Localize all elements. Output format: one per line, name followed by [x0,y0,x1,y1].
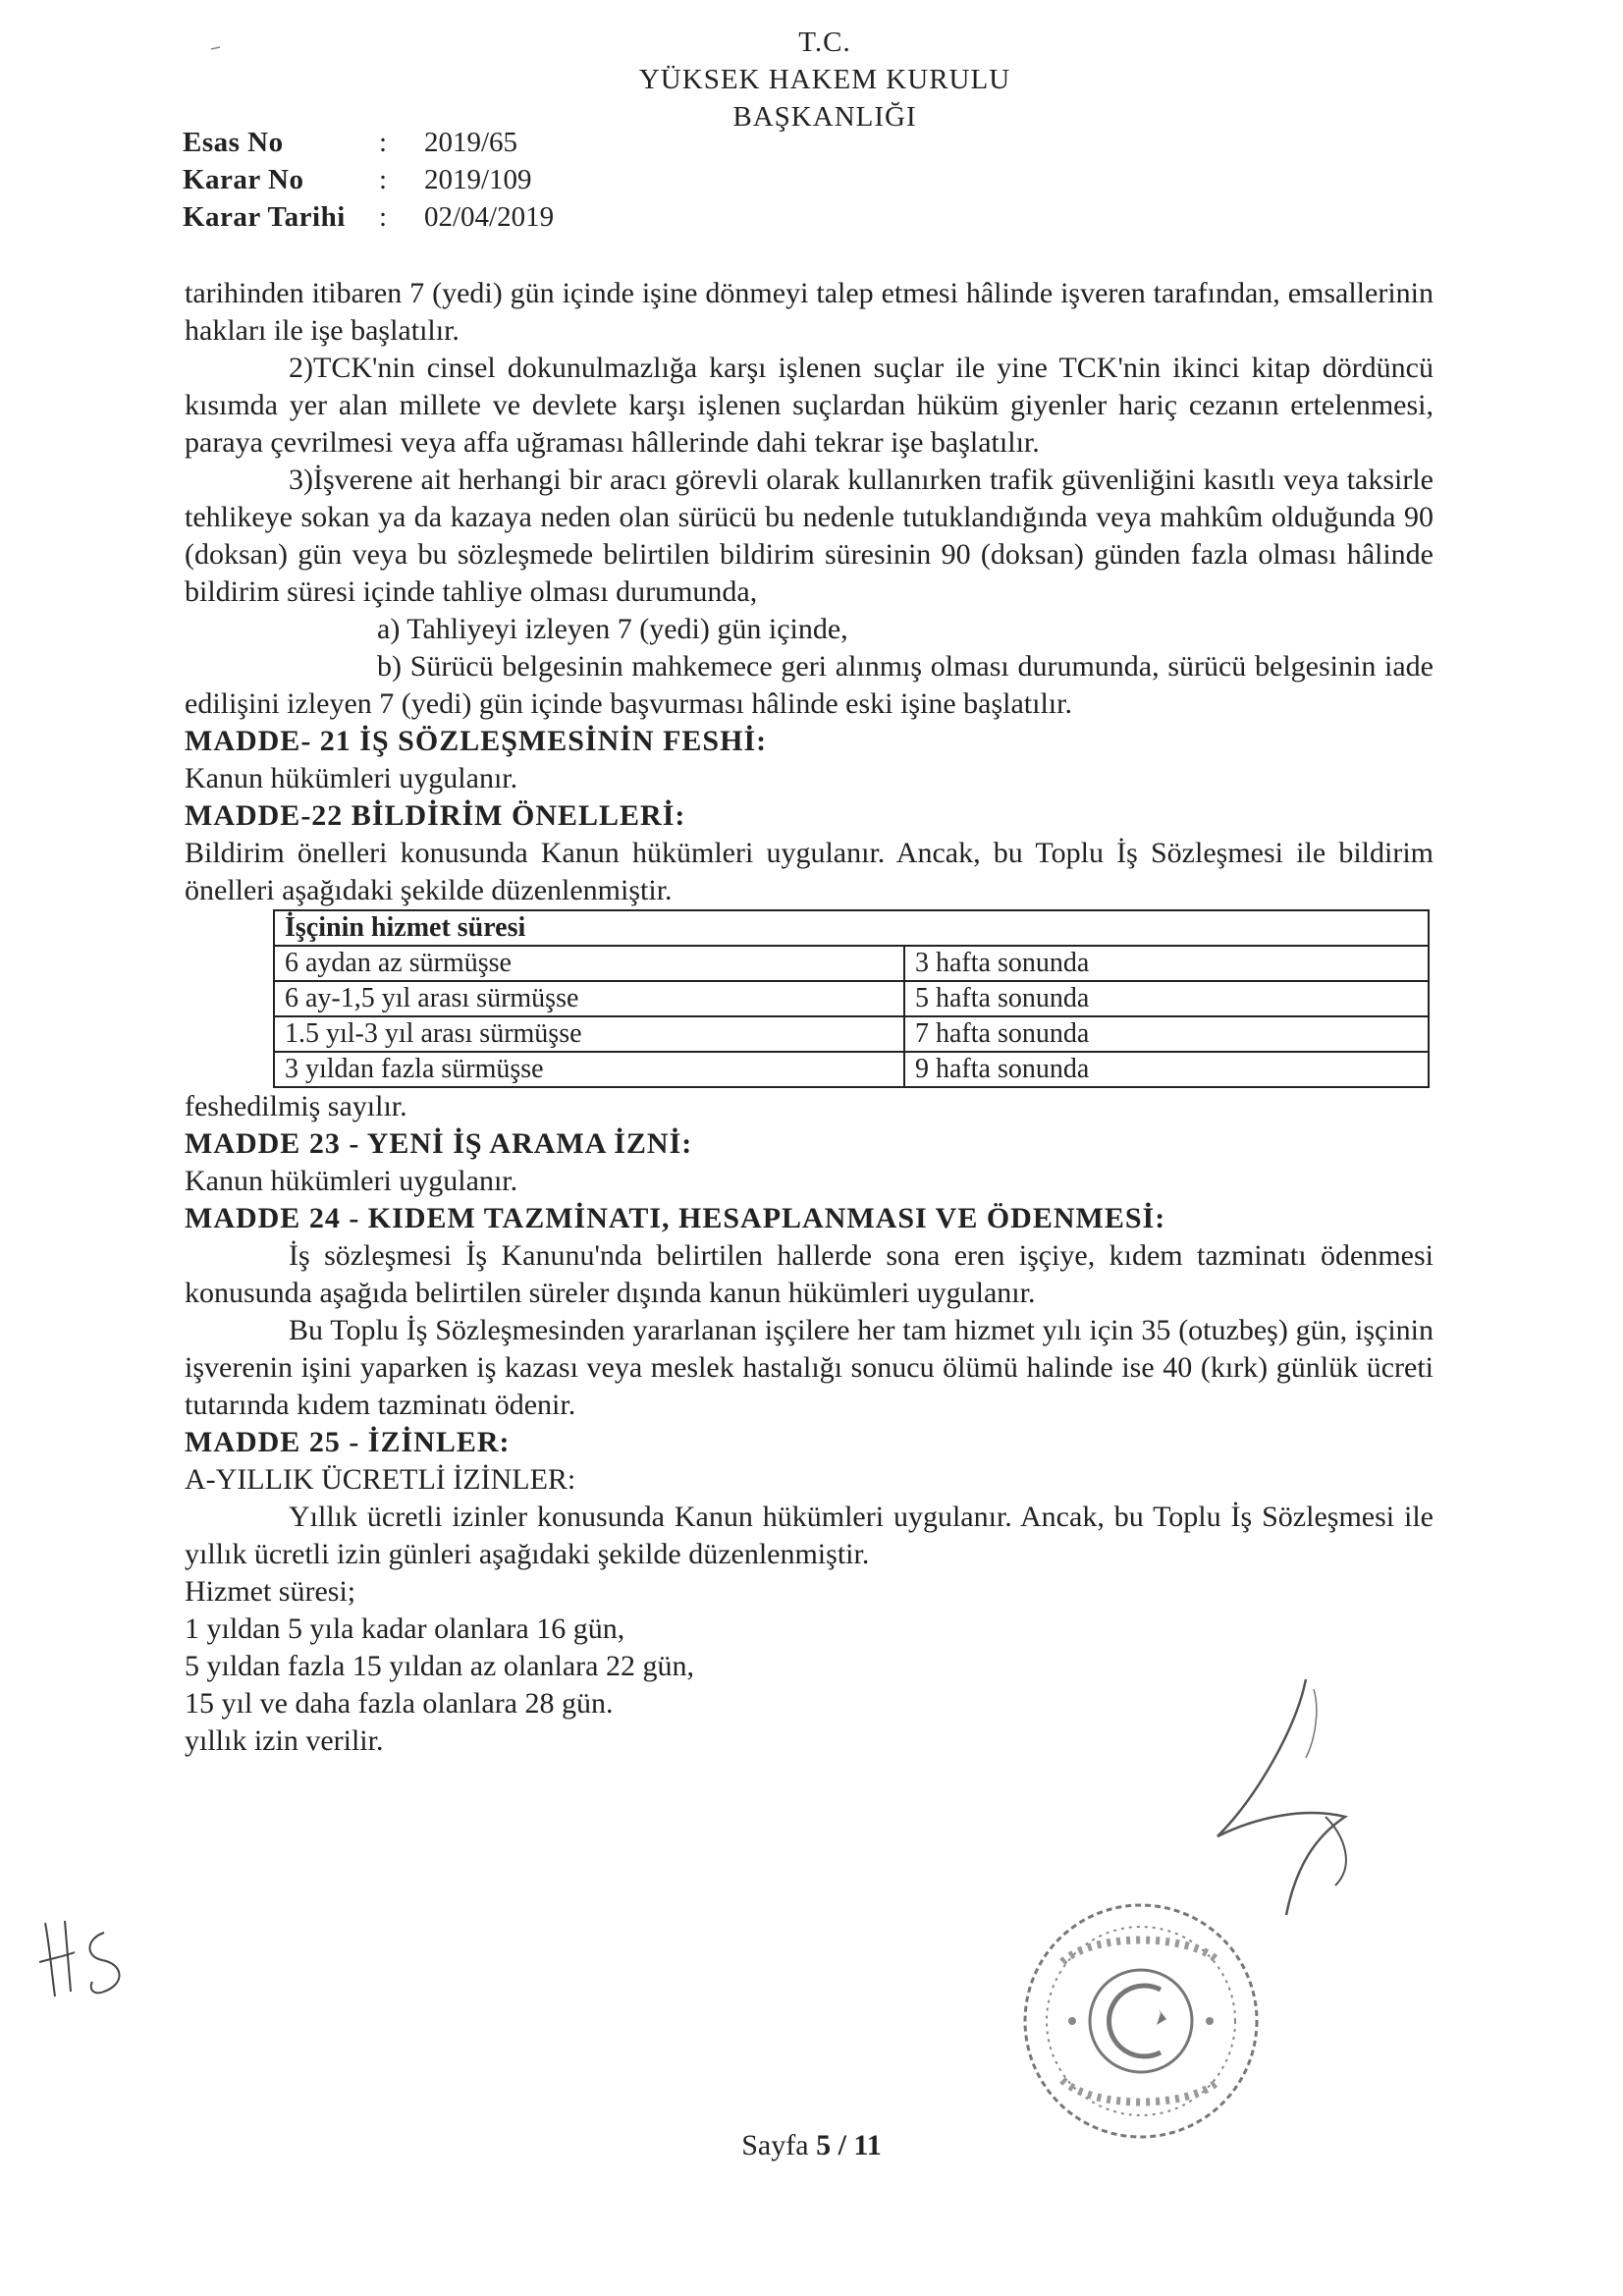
meta-karar [183,161,532,198]
karar-value: 2019/109 [424,164,532,195]
intro-item-b-text: b) Sürücü belgesinin mahkemece geri alınmış olması durumunda, sürücü belgesinin iade edilişini izleyen 7 (yedi) gün içinde başvurması hâlinde eski işine başlatılır. [185,650,1434,720]
madde23-heading: MADDE 23 - YENİ İŞ ARAMA İZNİ: [185,1127,693,1160]
madde24-paragraph-1: İş sözleşmesi İş Kanunu'nda belirtilen hallerde sona eren işçiye, kıdem tazminatı ödenmesi konusunda aşağıda belirtilen süreler dışında kanun hükümleri uygulanır. [185,1239,1434,1309]
intro-paragraph-2: 2)TCK'nin cinsel dokunulmazlığa karşı işlenen suçlar ile yine TCK'nin ikinci kitap dördüncü kısımda yer alan millete ve devlete karşı işlenen suçlardan hüküm giyenler hariç cezanın ertelenmesi, paraya çevrilmesi veya affa uğraması hâllerinde dahi tekrar işe başlatılır. [185,352,1434,459]
madde25-closing: yıllık izin verilir. [185,1724,384,1757]
madde25-list-item: 15 yıl ve daha fazla olanlara 28 gün. [185,1687,614,1720]
esas-label: Esas No [183,127,284,158]
karar-separator: : [379,164,388,195]
esas-value: 2019/65 [424,127,518,158]
madde22-heading: MADDE-22 BİLDİRİM ÖNELLERİ: [185,799,686,832]
table-row [274,1052,1429,1087]
intro-item-a: a) Tahliyeyi izleyen 7 (yedi) gün içinde, [377,613,848,645]
tarih-label: Karar Tarihi [183,201,346,233]
scan-speck [210,45,222,51]
page-number: 5 / 11 [816,2129,882,2161]
madde24-heading: MADDE 24 - KIDEM TAZMİNATI, HESAPLANMASI VE ÖDENMESİ: [185,1202,1166,1234]
handwritten-initials [35,1913,143,2001]
madde22-after-text: feshedilmiş sayılır. [185,1090,407,1122]
table-cell-period: 5 hafta sonunda [904,981,1429,1016]
tarih-separator: : [379,201,388,233]
intro-item-b [185,648,1434,723]
official-stamp [1013,1893,1269,2149]
header-presidency: BAŞKANLIĞI [732,101,917,133]
madde25-list-item: 1 yıldan 5 yıla kadar olanlara 16 gün, [185,1613,625,1645]
madde22-text [185,835,1434,909]
table-cell-period: 3 hafta sonunda [904,946,1429,981]
karar-label: Karar No [183,164,304,195]
header-tc: T.C. [798,27,851,58]
madde25-paragraph-1: Yıllık ücretli izinler konusunda Kanun hükümleri uygulanır. Ancak, bu Toplu İş Sözleşmesi ile yıllık ücretli izin günleri aşağıdaki şekilde düzenlenmiştir. [185,1501,1434,1570]
table-cell-duration: 6 aydan az sürmüşse [274,946,904,981]
table-row [274,946,1429,981]
table-header-row [274,910,1429,946]
table-cell-duration: 1.5 yıl-3 yıl arası sürmüşse [274,1016,904,1052]
table-cell-period: 7 hafta sonunda [904,1016,1429,1052]
madde25-list-intro: Hizmet süresi; [185,1575,356,1608]
page-prefix: Sayfa [741,2129,809,2161]
signature [1198,1669,1375,1925]
madde25-heading: MADDE 25 - İZİNLER: [185,1426,511,1458]
madde21-text: Kanun hükümleri uygulanır. [185,762,518,794]
intro-paragraph-3: 3)İşverene ait herhangi bir aracı görevli olarak kullanırken trafik güvenliğini kasıtlı veya taksirle tehlikeye sokan ya da kazaya neden olan sürücü bu nedenle tutuklandığında veya mahkûm olduğunda 90 (doksan) gün veya bu sözleşmede belirtilen bildirim süresinin 90 (doksan) günden fazla olması hâlinde bildirim süresi içinde tahliye olması durumunda, [185,464,1434,608]
madde23-text: Kanun hükümleri uygulanır. [185,1165,518,1197]
esas-separator: : [379,127,388,158]
header-institution: YÜKSEK HAKEM KURULU [638,64,1011,95]
table-cell-duration: 3 yıldan fazla sürmüşse [274,1052,904,1087]
tarih-value: 02/04/2019 [424,201,555,233]
table-cell-duration: 6 ay-1,5 yıl arası sürmüşse [274,981,904,1016]
madde21-heading: MADDE- 21 İŞ SÖZLEŞMESİNİN FESHİ: [185,725,768,757]
table-header-cell: İşçinin hizmet süresi [274,910,1429,946]
page-footer [0,2129,1623,2162]
table-row [274,1016,1429,1052]
intro-paragraph-1: tarihinden itibaren 7 (yedi) gün içinde işine dönmeyi talep etmesi hâlinde işveren tarafından, emsallerinin hakları ile işe başlatılır. [185,277,1434,347]
document-body [185,275,1434,1760]
madde24-paragraph-2: Bu Toplu İş Sözleşmesinden yararlanan işçilere her tam hizmet yılı için 35 (otuzbeş) gün, işçinin işverenin işini yaparken iş kazası veya meslek hastalığı sonucu ölümü halinde ise 40 (kırk) günlük ücreti tutarında kıdem tazminatı ödenir. [185,1314,1434,1421]
madde25-list-item: 5 yıldan fazla 15 yıldan az olanlara 22 gün, [185,1650,694,1682]
madde25-subheading: A-YILLIK ÜCRETLİ İZİNLER: [185,1463,576,1496]
madde22-text-body: Bildirim önelleri konusunda Kanun hükümleri uygulanır. Ancak, bu Toplu İş Sözleşmesi ile bildirim önelleri aşağıdaki şekilde düzenlenmiştir. [185,837,1434,906]
notice-period-table [273,909,1430,1088]
meta-esas [183,124,517,161]
meta-tarih [183,198,554,236]
table-row [274,981,1429,1016]
table-cell-period: 9 hafta sonunda [904,1052,1429,1087]
